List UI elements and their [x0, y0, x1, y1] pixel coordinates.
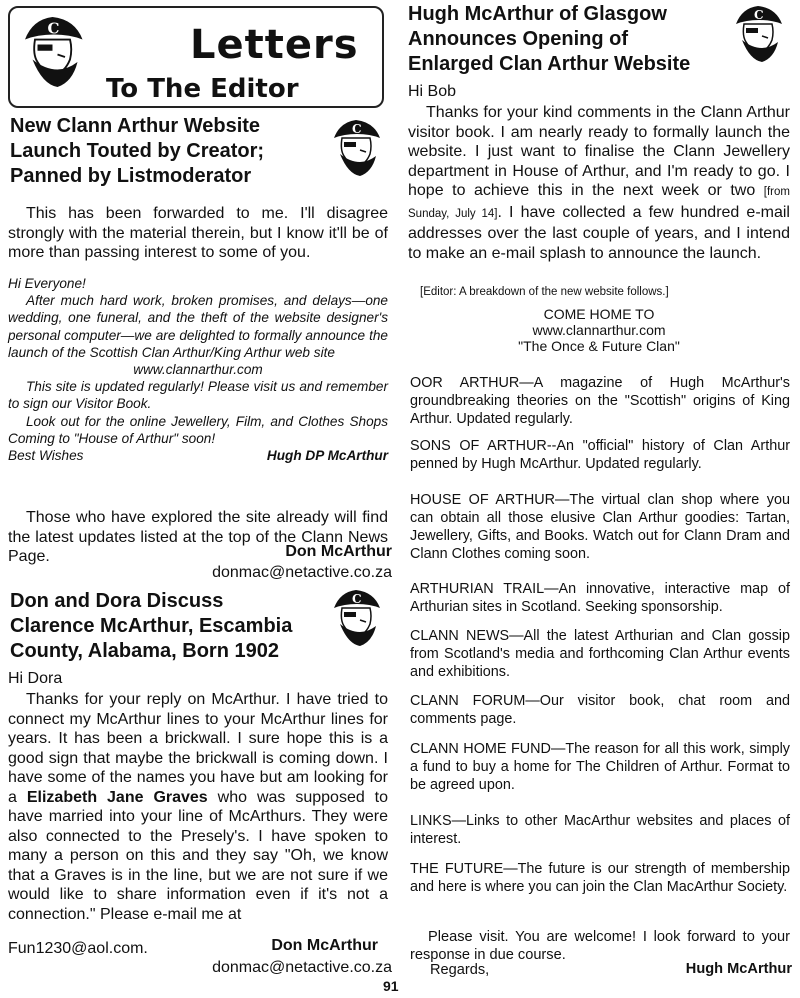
section-clann-home-fund: CLANN HOME FUND—The reason for all this work, simply a fund to buy a home for The Children of Arthur. Format to be agreed upon. — [410, 741, 790, 793]
headline-line: Launch Touted by Creator; — [10, 140, 265, 162]
date-note: [from Sunday, July 14] — [408, 186, 790, 220]
letter2-signature: Don McArthur — [271, 937, 378, 954]
promo-line: www.clannarthur.com — [532, 322, 666, 338]
letter1-email: donmac@netactive.co.za — [212, 564, 392, 581]
masthead-title: Letters — [190, 22, 359, 68]
page-number: 91 — [383, 978, 399, 994]
headline-line: New Clann Arthur Website — [10, 115, 261, 137]
letter2-body — [8, 690, 388, 924]
highlighted-name: Elizabeth Jane Graves — [26, 788, 208, 806]
promo-line: "The Once & Future Clan" — [518, 338, 680, 354]
section-clann-forum: CLANN FORUM—Our visitor book, chat room and comments page. — [410, 693, 790, 727]
quoted-paragraph: This site is updated regularly! Please visit us and remember to sign our Visitor Book. — [8, 379, 388, 412]
clan-mascot-icon — [732, 2, 788, 66]
headline-line: Panned by Listmoderator — [10, 165, 252, 187]
quoted-paragraph: Look out for the online Jewellery, Film, and Clothes Shops Coming to "House of Arthur" soon! — [8, 413, 388, 446]
headline-line: Enlarged Clan Arthur Website — [408, 53, 691, 75]
body-text: Thanks for your kind comments in the Clann Arthur visitor book. I am nearly ready to formally launch the website. I just want to finalise the Clann Jewellery department in House of Arthur, and I'm ready to go. I hope to achieve this in the next week or two — [408, 104, 790, 199]
letter1-intro: This has been forwarded to me. I'll disagree strongly with the material therein, but I know it'll be of more than passing interest to some of you. — [8, 205, 388, 261]
headline-line: Announces Opening of — [408, 28, 628, 50]
section-links: LINKS—Links to other MacArthur websites and places of interest. — [410, 813, 790, 847]
letter1-headline — [10, 114, 264, 189]
quoted-closing: Best Wishes — [8, 448, 84, 464]
outro-text: Those who have explored the site already will find the latest updates listed at the top of the Clann News Page. — [8, 509, 388, 565]
body-text: who was supposed to have married into your line of McArthurs. They were also connected to the Presely's. I have spoken to many a person on this and they say "Oh, we know that a Graves is in the line, but we are not sure if we would like to share information even if it's not a connection." Please e-mail me at — [8, 788, 389, 923]
section-house-of-arthur: HOUSE OF ARTHUR—The virtual clan shop where you can obtain all those elusive Clan Arthur goodies: Tartan, Jewellery, Gifts, and Books. Watch out for Clann Dram and Clann Clothes coming soon. — [410, 492, 790, 562]
section-arthurian-trail: ARTHURIAN TRAIL—An innovative, interactive map of Arthurian sites in Scotland. Seeking sponsorship. — [410, 581, 790, 615]
section-oor-arthur: OOR ARTHUR—A magazine of Hugh McArthur's groundbreaking theories on the "Scottish" origins of King Arthur. Updated regularly. — [410, 375, 790, 427]
masthead-box — [8, 6, 384, 108]
body-text: Thanks for your reply on McArthur. I have tried to connect my McArthur lines to your McArthur lines for years. It has been a brickwall. I sure hope this is a good sign that maybe the brickwall is coming down. I have some of the names you have but am looking for a — [8, 691, 388, 806]
quoted-signature: Hugh DP McArthur — [266, 448, 388, 464]
letter3-body — [408, 103, 790, 263]
clan-mascot-icon — [330, 116, 386, 180]
letter1-signature: Don McArthur — [285, 543, 392, 560]
letter3-signature: Hugh McArthur — [685, 961, 792, 977]
letter2-contact: Fun1230@aol.com. — [8, 940, 148, 957]
letter2-greeting: Hi Dora — [8, 670, 63, 687]
letter1-quoted — [8, 275, 388, 464]
letter3-regards: Regards, — [430, 962, 490, 978]
section-the-future: THE FUTURE—The future is our strength of membership and here is where you can join the Clan MacArthur Society. — [410, 861, 790, 895]
headline-line: Clarence McArthur, Escambia — [10, 615, 293, 637]
headline-line: County, Alabama, Born 1902 — [10, 640, 279, 662]
editor-note: [Editor: A breakdown of the new website follows.] — [420, 286, 669, 298]
promo-block — [406, 306, 792, 354]
letter3-closing: Please visit. You are welcome! I look forward to your response in due course. — [410, 929, 790, 963]
letter2-email: donmac@netactive.co.za — [212, 959, 392, 976]
promo-line: COME HOME TO — [543, 306, 655, 322]
clan-mascot-icon — [330, 586, 386, 650]
clan-mascot-icon — [20, 12, 90, 92]
quoted-greeting: Hi Everyone! — [8, 276, 86, 291]
section-sons-of-arthur: SONS OF ARTHUR--An "official" history of Clan Arthur penned by Hugh McArthur. Updated regularly. — [410, 438, 790, 472]
headline-line: Hugh McArthur of Glasgow — [408, 3, 667, 25]
masthead-subtitle: To The Editor — [106, 74, 299, 104]
letter3-greeting: Hi Bob — [408, 83, 457, 100]
letter2-headline — [10, 589, 292, 664]
section-clann-news: CLANN NEWS—All the latest Arthurian and Clan gossip from Scotland's media and forthcoming Clan Arthur events and exhibitions. — [410, 628, 790, 680]
headline-line: Don and Dora Discuss — [10, 590, 224, 612]
quoted-signoff — [8, 447, 388, 464]
letter3-headline — [408, 2, 690, 77]
quoted-url: www.clannarthur.com — [133, 362, 263, 378]
quoted-paragraph: After much hard work, broken promises, and delays—one wedding, one funeral, and the theft of the website designer's personal computer—we are delighted to formally announce the launch of the Scottish Clan Arthur/King Arthur web site — [8, 293, 388, 360]
body-text: . I have collected a few hundred e-mail addresses over the last couple of years, and I intend to make an e-mail splash to announce the launch. — [408, 203, 790, 262]
